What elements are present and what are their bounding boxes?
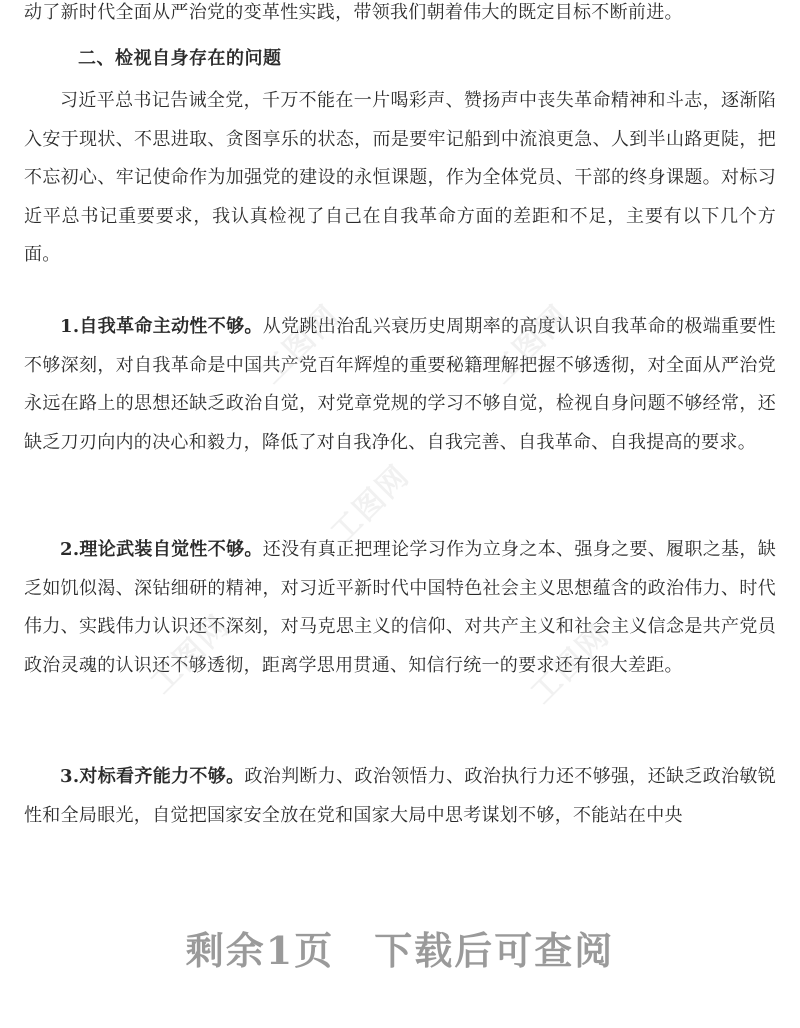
item-3-body: 政治判断力、政治领悟力、政治执行力还不够强，还缺乏政治敏锐性和全局眼光，自觉把国家安全放在党和国家大局中思考谋划不够，不能站在中央 [24,766,777,826]
watermark-text: 工图网 [524,618,617,711]
item-1-body: 从党跳出治乱兴衰历史周期率的高度认识自我革命的极端重要性不够深刻，对自我革命是中国共产党百年辉煌的重要秘籍理解把握不够透彻，对全面从严治党永远在路上的思想还缺乏政治自觉，对党章党规的学习不够自觉，检视自身问题不够经常，还缺乏刀刃向内的决心和毅力，降低了对自我净化、自我完善、自我革命、自我提高的要求。 [24,316,777,453]
section-heading: 二、检视自身存在的问题 [78,48,282,69]
top-continuation-line: 动了新时代全面从严治党的变革性实践，带领我们朝着伟大的既定目标不断前进。 [24,2,683,23]
paragraph-item-1 [24,308,776,462]
watermark-text: 工图网 [484,298,577,391]
body-text [24,82,776,275]
watermark-text: 工图网 [324,458,417,551]
download-to-view-label: 下载后可查阅 [374,928,615,973]
paragraph-item-2 [24,531,776,685]
item-1-block [24,308,776,462]
item-2-title: 2.理论武装自觉性不够。 [60,539,263,560]
watermark-text: 工图网 [144,608,237,701]
remaining-pages-label: 剩余1页 [185,928,335,973]
paragraph-intro: 习近平总书记告诫全党，千万不能在一片喝彩声、赞扬声中丧失革命精神和斗志，逐渐陷入安于现状、不思进取、贪图享乐的状态，而是要牢记船到中流浪更急、人到半山路更陡，把不忘初心、牢记使命作为加强党的建设的永恒课题，作为全体党员、干部的终身课题。对标习近平总书记重要要求，我认真检视了自己在自我革命方面的差距和不足，主要有以下几个方面。 [24,90,776,265]
item-1-title: 1.自我革命主动性不够。 [60,316,263,337]
item-3-title: 3.对标看齐能力不够。 [60,766,245,787]
item-3-block [24,758,776,835]
download-prompt-banner[interactable] [0,920,800,975]
watermark-text: 工图网 [254,298,347,391]
paragraph-item-3 [24,758,776,835]
item-2-block [24,531,776,685]
item-2-body: 还没有真正把理论学习作为立身之本、强身之要、履职之基，缺乏如饥似渴、深钻细研的精神，对习近平新时代中国特色社会主义思想蕴含的政治伟力、时代伟力、实践伟力认识还不深刻，对马克思主义的信仰、对共产主义和社会主义信念是共产党员政治灵魂的认识还不够透彻，距离学思用贯通、知信行统一的要求还有很大差距。 [24,539,777,676]
